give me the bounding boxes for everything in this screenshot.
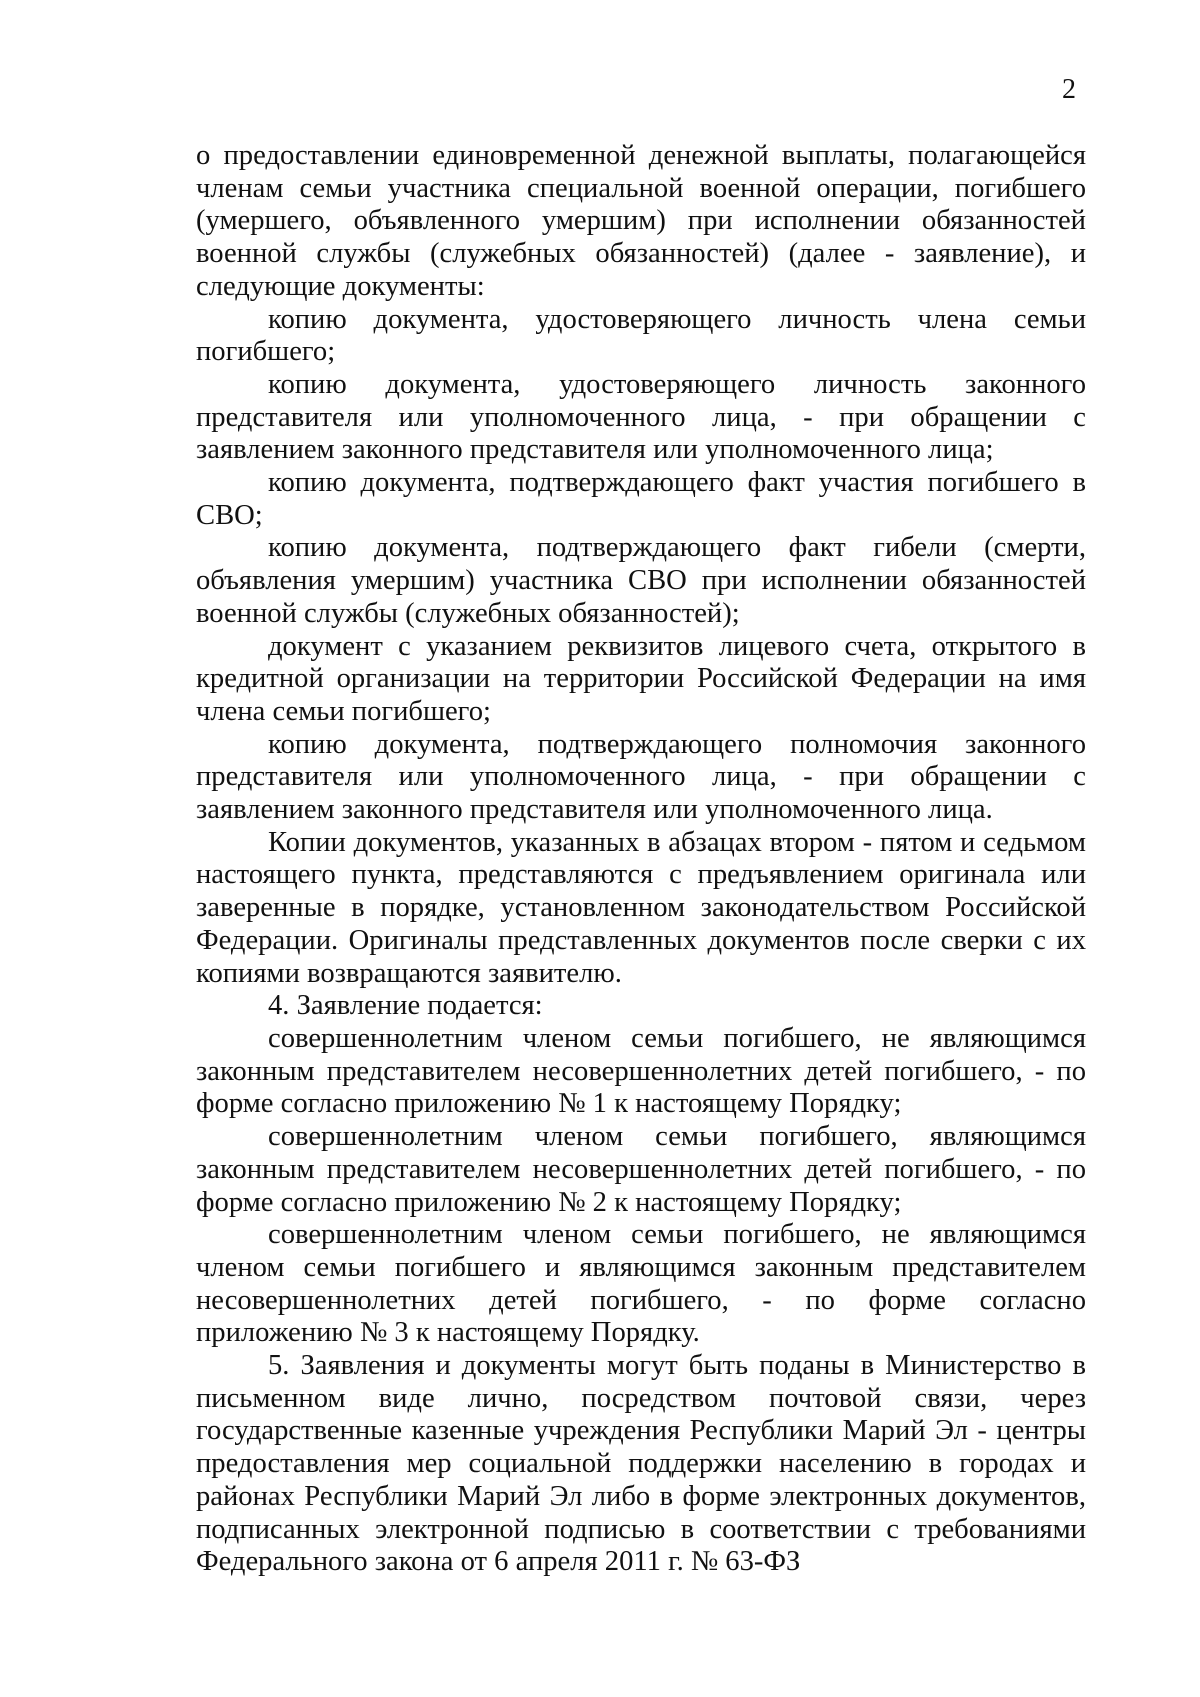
paragraph-section-5: 5. Заявления и документы могут быть поданы в Министерство в письменном виде лично, посредством почтовой связи, через государственные казенные учреждения Республики Марий Эл - центры предоставления мер социальной поддержки населению в городах и районах Республики Марий Эл либо в форме электронных документов, подписанных электронной подписью в соответствии с требованиями Федерального закона от 6 апреля 2011 г. № 63-ФЗ bbox=[196, 1350, 1086, 1578]
paragraph-doc-id-copy: копию документа, удостоверяющего личность члена семьи погибшего; bbox=[196, 303, 1086, 368]
paragraph-representative-authority: копию документа, подтверждающего полномочия законного представителя или уполномоченного лица, - при обращении с заявлением законного представителя или уполномоченного лица. bbox=[196, 728, 1086, 826]
paragraph-section-4-heading: 4. Заявление подается: bbox=[268, 990, 543, 1022]
paragraph-intro-continuation: о предоставлении единовременной денежной выплаты, полагающейся членам семьи участника специальной военной операции, погибшего (умершего, объявленного умершим) при исполнении обязанностей военной службы (служебных обязанностей) (далее - заявление), и следующие документы: bbox=[196, 140, 1086, 302]
paragraph-representative-id-copy: копию документа, удостоверяющего личность законного представителя или уполномоченного лица, - при обращении с заявлением законного представителя или уполномоченного лица; bbox=[196, 368, 1086, 466]
paragraph-form-2: совершеннолетним членом семьи погибшего, являющимся законным представителем несовершеннолетних детей погибшего, - по форме согласно приложению № 2 к настоящему Порядку; bbox=[196, 1121, 1086, 1218]
paragraph-copies-note: Копии документов, указанных в абзацах втором - пятом и седьмом настоящего пункта, представляются с предъявлением оригинала или заверенные в порядке, установленном законодательством Российской Федерации. Оригиналы представленных документов после сверки с их копиями возвращаются заявителю. bbox=[196, 826, 1086, 989]
page-number: 2 bbox=[1062, 74, 1076, 105]
paragraph-death-fact: копию документа, подтверждающего факт гибели (смерти, объявления умершим) участника СВО при исполнении обязанностей военной службы (служебных обязанностей); bbox=[196, 532, 1086, 629]
document-body bbox=[196, 140, 1086, 1579]
paragraph-form-3: совершеннолетним членом семьи погибшего, не являющимся членом семьи погибшего и являющимся законным представителем несовершеннолетних детей погибшего, - по форме согласно приложению № 3 к настоящему Порядку. bbox=[196, 1219, 1086, 1349]
paragraph-form-1: совершеннолетним членом семьи погибшего, не являющимся законным представителем несовершеннолетних детей погибшего, - по форме согласно приложению № 1 к настоящему Порядку; bbox=[196, 1022, 1086, 1120]
paragraph-bank-account: документ с указанием реквизитов лицевого счета, открытого в кредитной организации на территории Российской Федерации на имя члена семьи погибшего; bbox=[196, 630, 1086, 727]
paragraph-svo-participation: копию документа, подтверждающего факт участия погибшего в СВО; bbox=[196, 467, 1086, 531]
